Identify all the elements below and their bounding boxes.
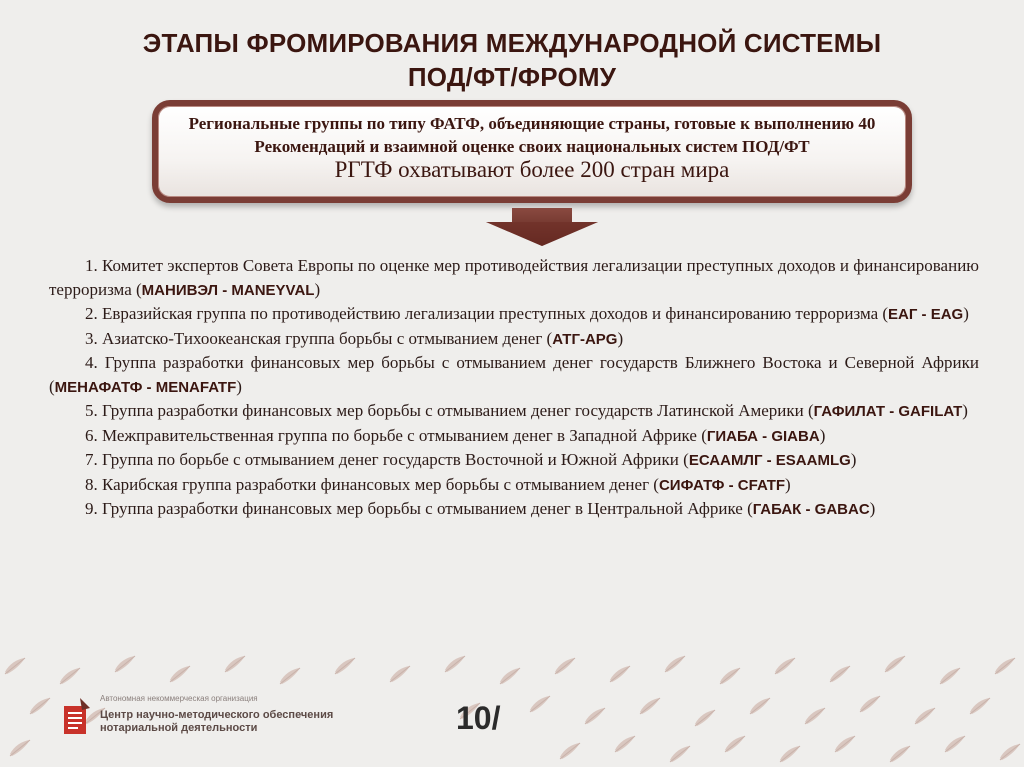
item-text: 4. Группа разработки финансовых мер борьбы с отмыванием денег государств Ближнего Востока и Северной Африки ( [49,353,979,396]
summary-description: Региональные группы по типу ФАТФ, объединяющие страны, готовые к выполнению 40 Рекомендаций и взаимной оценке своих национальных систем ПОД/ФТ [188,114,876,156]
slide-title [60,26,964,94]
item-abbr: ГАБАК - GABAC [752,501,870,518]
item-abbr: ЕАГ - EAG [888,306,964,323]
list-item [49,448,979,473]
item-abbr: СИФАТФ - CFATF [658,476,786,494]
item-end: ) [617,328,624,348]
down-arrow-icon [482,208,602,248]
item-abbr: АТГ-APG [552,330,618,348]
logo-line-2: нотариальной деятельности [100,722,258,734]
item-text: 3. Азиатско-Тихоокеанская группа борьбы с отмыванием денег ( [85,328,553,348]
notary-emblem-icon [62,698,92,738]
item-abbr: ГАФИЛАТ - GAFILAT [813,403,963,420]
logo-caption: Автономная некоммерческая организация [100,694,258,703]
item-end: ) [819,425,826,445]
page-number: 10/ [456,700,501,736]
item-text: 6. Межправительственная группа по борьбе с отмыванием денег в Западной Африке ( [85,425,707,445]
item-text: 9. Группа разработки финансовых мер борьбы с отмыванием денег в Центральной Африке ( [85,499,753,518]
title-line-1: ЭТАПЫ ФРОМИРОВАНИЯ МЕЖДУНАРОДНОЙ СИСТЕМЫ [142,28,882,58]
item-text: 2. Евразийская группа по противодействию легализации преступных доходов и финансированию терроризма ( [85,304,889,323]
item-end: ) [236,376,242,396]
item-end: ) [850,450,857,469]
list-item [49,473,979,498]
logo-line-1: Центр научно-методического обеспечения [100,709,334,721]
item-abbr: МЕНАФАТФ - MENAFATF [54,378,237,396]
title-line-2: ПОД/ФТ/ФРОМУ [407,62,617,92]
summary-count: РГТФ охватывают более 200 стран мира [334,157,730,182]
list-item [49,424,979,449]
item-end: ) [785,474,791,494]
item-text: 8. Карибская группа разработки финансовых мер борьбы с отмыванием денег ( [85,474,659,494]
item-end: ) [869,499,876,518]
list-item [49,399,979,424]
organization-logo [62,694,382,742]
rgtf-list [49,254,979,522]
item-abbr: ГИАБА - GIABA [706,427,820,445]
logo-name [100,709,333,735]
item-end: ) [314,279,321,299]
item-abbr: ЕСААМЛГ - ESAAMLG [688,452,851,469]
list-item [49,497,979,522]
item-end: ) [962,401,968,420]
list-item [49,327,979,352]
item-end: ) [963,304,969,323]
item-text: 1. Комитет экспертов Совета Европы по оценке мер противодействия легализации преступных доходов и финансированию терроризма ( [49,256,979,299]
item-abbr: МАНИВЭЛ - MANEYVAL [141,281,315,299]
list-item [49,351,979,399]
list-item [49,254,979,302]
summary-box [152,100,912,203]
list-item [49,302,979,327]
item-text: 7. Группа по борьбе с отмыванием денег государств Восточной и Южной Африки ( [85,450,689,469]
item-text: 5. Группа разработки финансовых мер борьбы с отмыванием денег государств Латинской Америки ( [85,401,814,420]
